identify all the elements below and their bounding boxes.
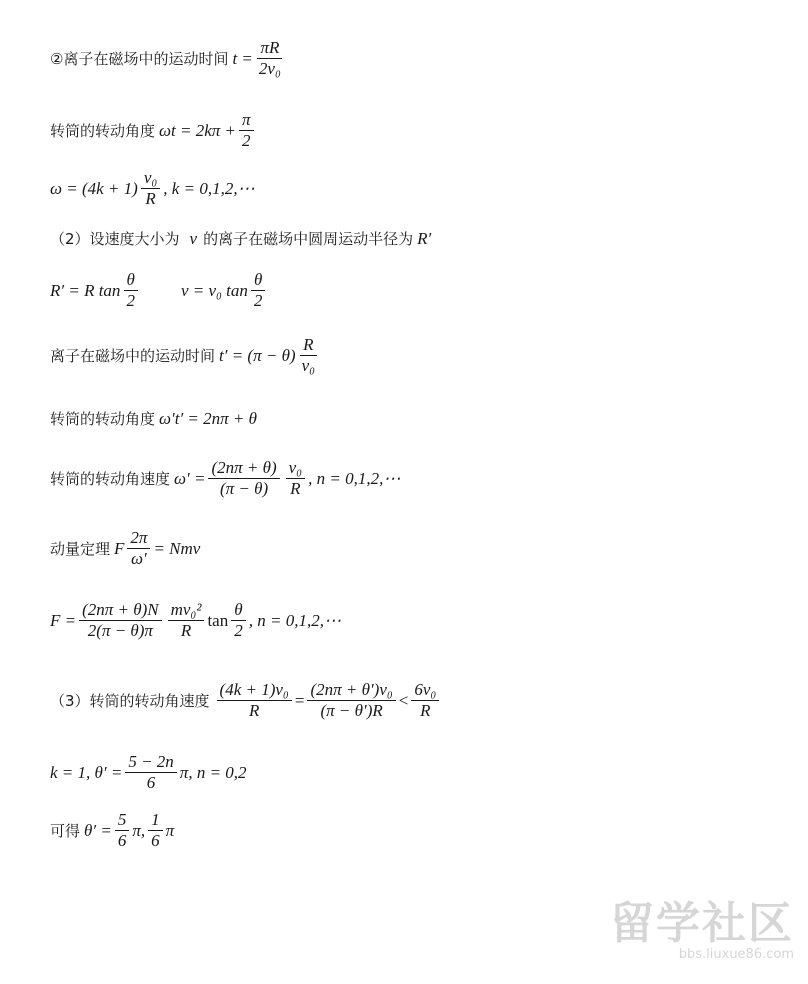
fraction — [411, 680, 439, 721]
math-lhs: ω′ = — [174, 468, 206, 488]
fraction — [239, 110, 254, 151]
fraction-denominator: 6 — [146, 773, 156, 792]
fraction-numerator: v₀ — [141, 168, 160, 189]
fraction — [123, 270, 138, 311]
math-middle: π, — [132, 820, 146, 840]
line-text: 转筒的转动角速度 — [50, 470, 171, 488]
math-operator: < — [398, 690, 409, 710]
solution-line-6 — [50, 335, 321, 376]
math-lhs: t = — [232, 48, 253, 68]
fraction-numerator: v₀ — [286, 458, 305, 479]
fraction-denominator: (π − θ) — [219, 479, 269, 498]
math-variable: R′ — [417, 228, 432, 248]
fraction-denominator: R — [180, 621, 192, 640]
math-tail: π — [165, 820, 175, 840]
fraction — [127, 528, 150, 569]
fraction — [286, 458, 305, 499]
fraction — [115, 810, 130, 851]
fraction — [231, 600, 246, 641]
fraction-numerator: (2nπ + θ)N — [79, 600, 162, 621]
solution-line-10 — [50, 600, 341, 641]
math-tail: , n = 0,1,2,⋯ — [308, 468, 401, 488]
math-lhs: t′ = (π − θ) — [219, 345, 296, 365]
fraction-numerator: R — [300, 335, 316, 356]
fraction — [299, 335, 318, 376]
fraction — [125, 752, 176, 793]
math-lhs-2: v = v₀ tan — [180, 280, 248, 300]
math-tail: , n = 0,1,2,⋯ — [248, 610, 341, 630]
fraction-numerator: θ — [251, 270, 265, 291]
math-function: tan — [207, 610, 229, 630]
watermark-logo — [610, 887, 794, 962]
fraction — [217, 680, 292, 721]
fraction-denominator: v₀ — [301, 356, 316, 375]
fraction — [79, 600, 162, 641]
fraction — [168, 600, 205, 641]
math-tail: π, n = 0,2 — [179, 762, 247, 782]
line-text: ②离子在磁场中的运动时间 — [50, 50, 229, 68]
watermark-url: bbs.liuxue86.com — [678, 947, 794, 962]
math-tail: , k = 0,1,2,⋯ — [163, 178, 255, 198]
fraction-denominator: 6 — [117, 831, 127, 850]
math-lhs: F = — [50, 610, 77, 630]
fraction-numerator: 2π — [127, 528, 150, 549]
line-text: （3）转筒的转动角速度 — [50, 692, 210, 710]
math-lhs: ωt = 2kπ + — [159, 120, 236, 140]
math-tail: = Nmv — [153, 538, 201, 558]
math-lhs: k = 1, θ′ = — [50, 762, 123, 782]
fraction-numerator: 5 − 2n — [125, 752, 176, 773]
line-text: 转筒的转动角度 — [50, 410, 156, 428]
line-text: 可得 — [50, 822, 81, 840]
fraction-numerator: 6v₀ — [411, 680, 439, 701]
solution-line-12 — [50, 752, 247, 793]
fraction — [307, 680, 395, 721]
fraction-numerator: θ — [231, 600, 245, 621]
fraction-denominator: 2 — [234, 621, 243, 640]
solution-line-5 — [50, 270, 268, 311]
fraction-denominator: (π − θ′)R — [320, 701, 383, 720]
solution-line-11 — [50, 680, 442, 721]
math-lhs: ω′t′ = 2nπ + θ — [159, 408, 257, 428]
fraction-numerator: θ — [124, 270, 138, 291]
line-text: （2）设速度大小为 — [50, 230, 180, 248]
solution-line-4 — [50, 228, 431, 249]
fraction-denominator: R — [249, 701, 260, 720]
fraction — [251, 270, 266, 311]
fraction-denominator: R — [420, 701, 431, 720]
math-lhs: R′ = R tan — [50, 280, 121, 300]
fraction-numerator: 1 — [148, 810, 163, 831]
math-lhs: F — [114, 538, 125, 558]
line-text: 动量定理 — [50, 540, 111, 558]
fraction-denominator: ω′ — [131, 549, 147, 568]
fraction-numerator: πR — [257, 38, 282, 59]
solution-line-9 — [50, 528, 200, 569]
line-text-continued: 的离子在磁场中圆周运动半径为 — [203, 230, 414, 248]
fraction-numerator: mv₀² — [168, 600, 205, 621]
solution-line-3 — [50, 168, 255, 209]
fraction — [148, 810, 163, 851]
fraction-denominator: 6 — [151, 831, 160, 850]
fraction-denominator: 2 — [253, 291, 263, 310]
fraction — [141, 168, 160, 209]
fraction — [256, 38, 284, 79]
math-variable: v — [189, 228, 198, 248]
fraction-numerator: π — [239, 110, 254, 131]
fraction — [208, 458, 279, 499]
math-lhs: ω = (4k + 1) — [50, 178, 138, 198]
fraction-denominator: 2 — [126, 291, 135, 310]
solution-line-1 — [50, 38, 287, 79]
fraction-denominator: 2v₀ — [258, 59, 281, 78]
fraction-denominator: 2 — [242, 131, 251, 150]
fraction-numerator: (2nπ + θ) — [208, 458, 279, 479]
fraction-numerator: (4k + 1)v₀ — [217, 680, 292, 701]
fraction-denominator: R — [290, 479, 301, 498]
solution-line-7 — [50, 408, 257, 429]
math-lhs: θ′ = — [84, 820, 112, 840]
line-text: 离子在磁场中的运动时间 — [50, 347, 216, 365]
fraction-numerator: (2nπ + θ′)v₀ — [307, 680, 395, 701]
line-text: 转筒的转动角度 — [50, 122, 156, 140]
math-operator: = — [294, 690, 305, 710]
watermark-brand: 留学社区 — [610, 898, 794, 949]
fraction-denominator: R — [145, 189, 156, 208]
solution-line-8 — [50, 458, 400, 499]
solution-line-2 — [50, 110, 257, 151]
solution-line-13 — [50, 810, 174, 851]
fraction-numerator: 5 — [115, 810, 130, 831]
fraction-denominator: 2(π − θ)π — [87, 621, 153, 640]
